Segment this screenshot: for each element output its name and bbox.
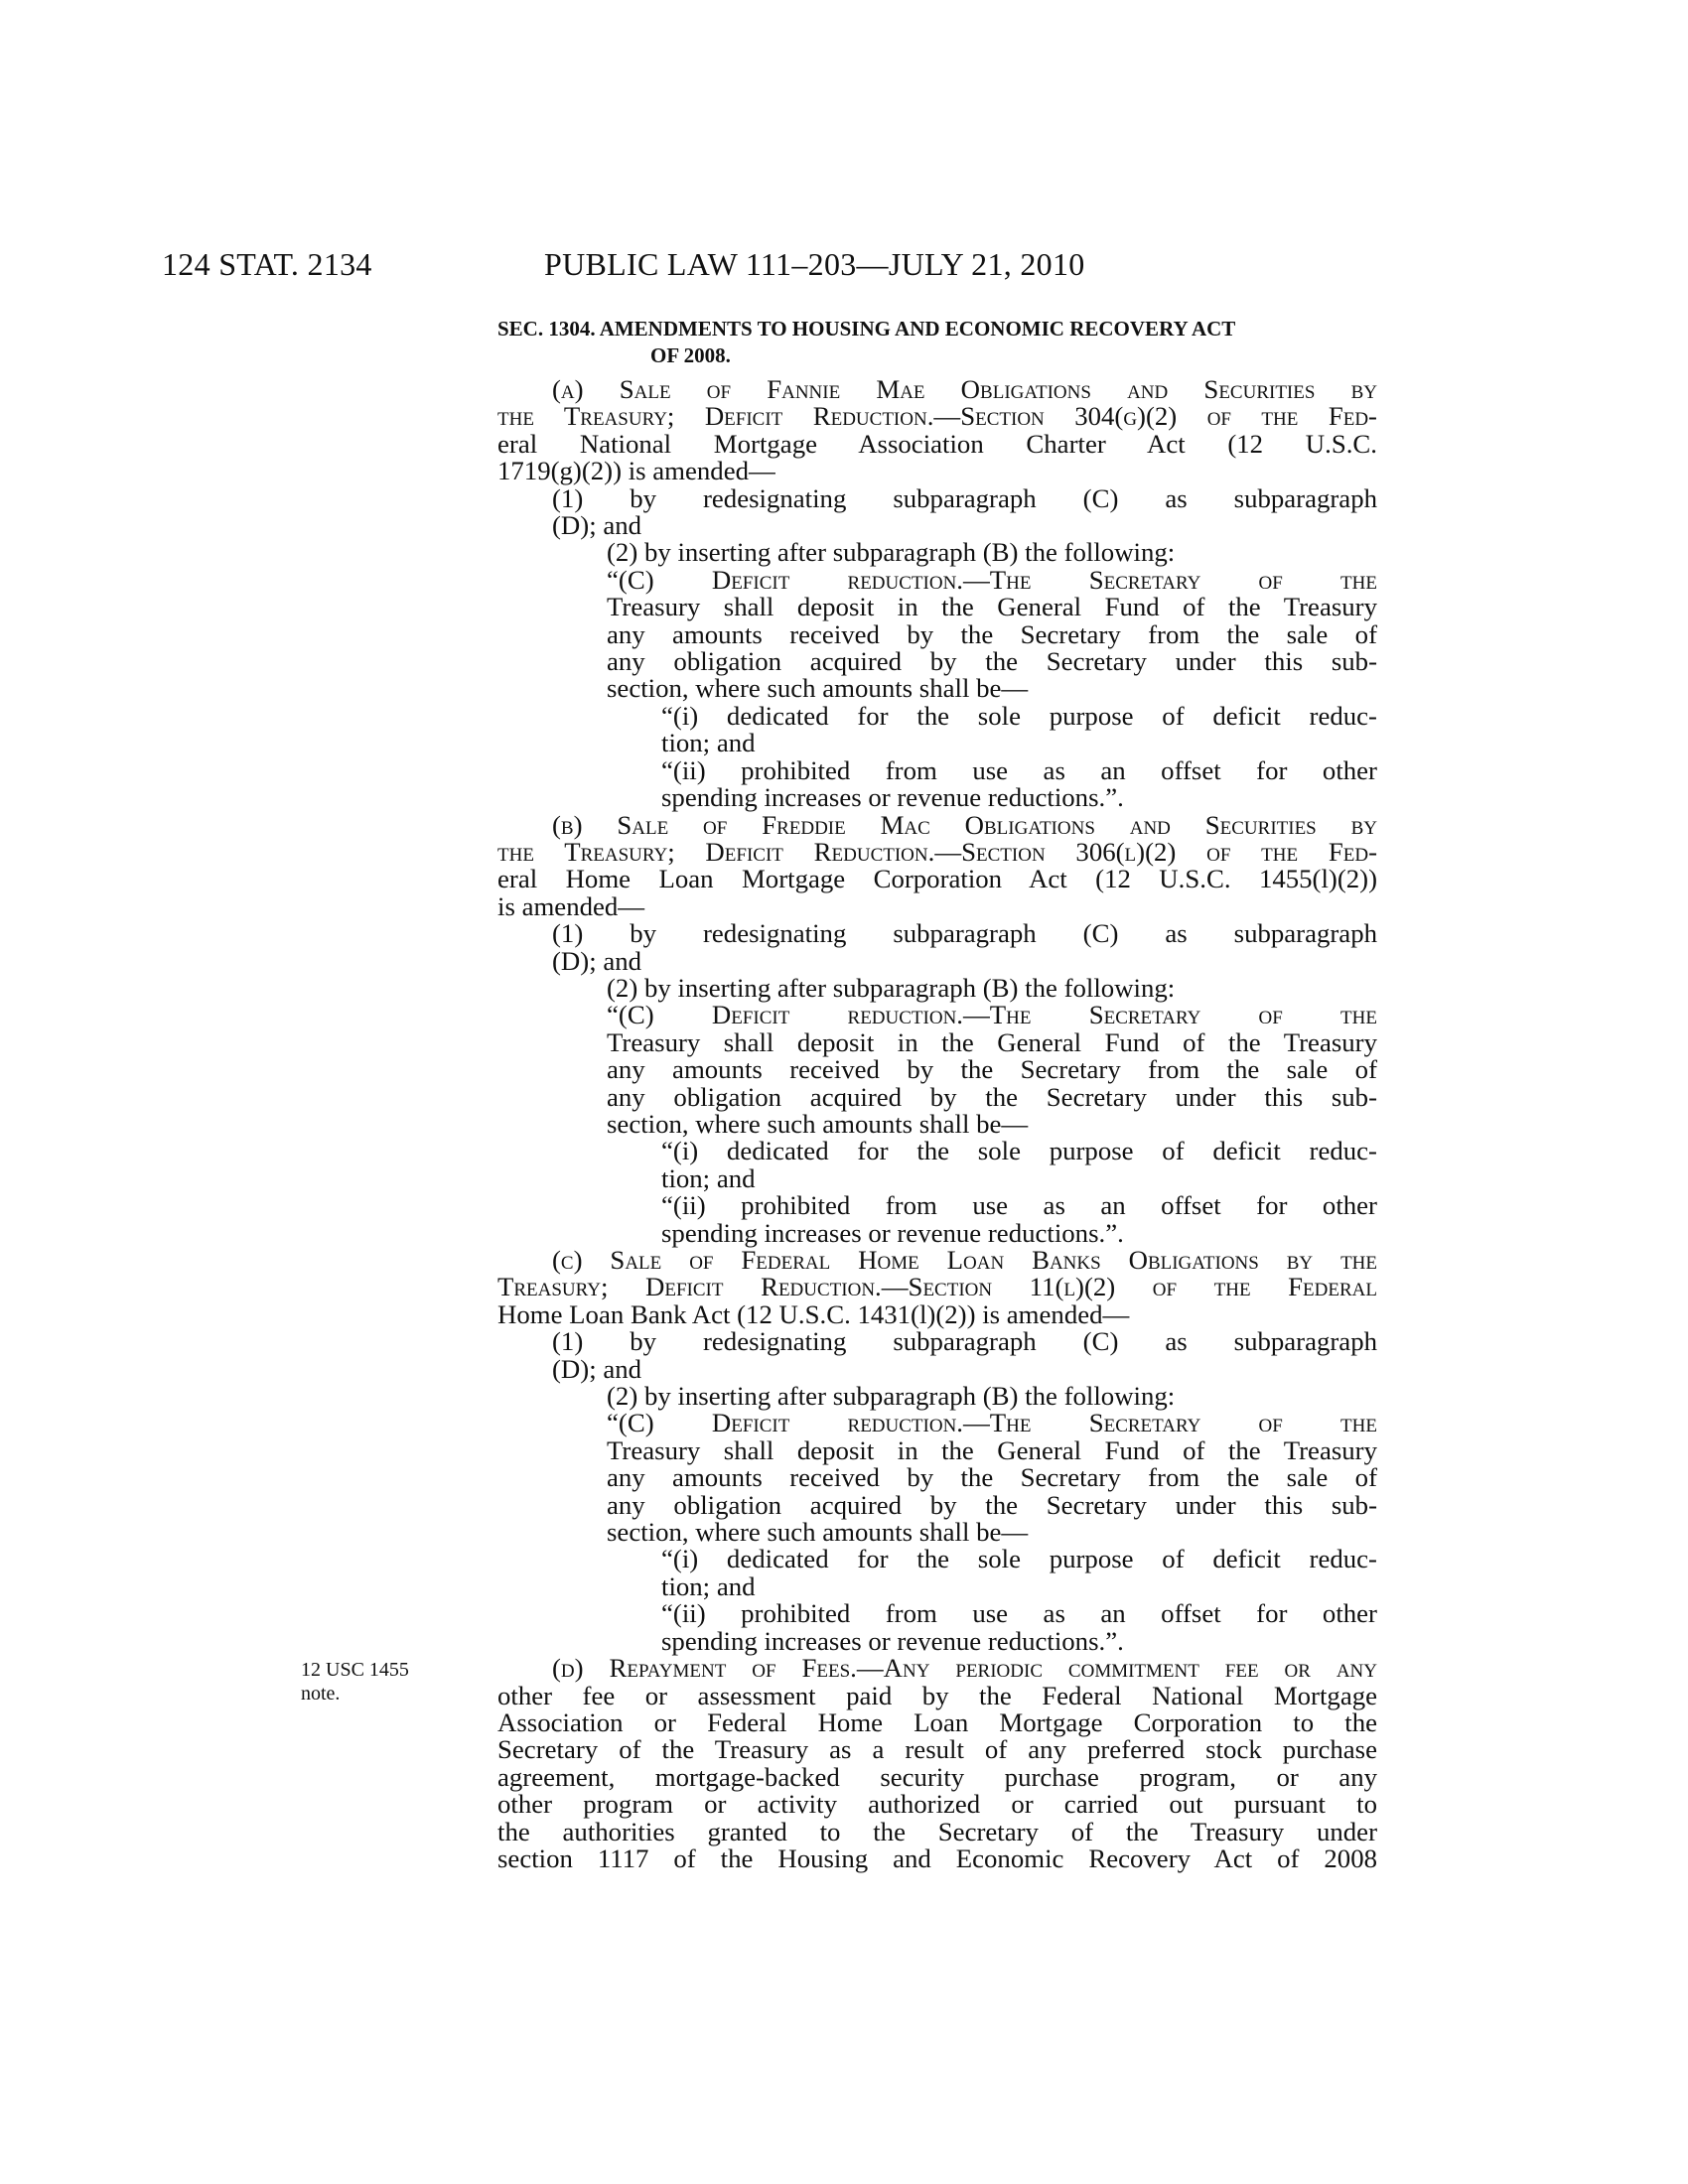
subsection-c-line: Treasury; Deficit Reduction.—Section 11(l)(2) of the Federal <box>497 1272 1377 1302</box>
subsection-a-line: 1719(g)(2)) is amended— <box>497 456 775 486</box>
subsection-d-line: Association or Federal Home Loan Mortgage Corporation to the <box>497 1706 1377 1737</box>
subsection-a-line: the Treasury; Deficit Reduction.—Section 304(g)(2) of the Fed- <box>497 401 1377 432</box>
subsection-d-line: section 1117 of the Housing and Economic Recovery Act of 2008 <box>497 1843 1377 1873</box>
document-body <box>497 316 1377 1872</box>
subparagraph-c-line: any amounts received by the Secretary from the sale of <box>607 1462 1377 1493</box>
subparagraph-c-line: Treasury shall deposit in the General Fund of the Treasury <box>607 592 1377 622</box>
subparagraph-c-line: Treasury shall deposit in the General Fund of the Treasury <box>607 1434 1377 1465</box>
subsection-d-line: (d) Repayment of Fees.—Any periodic commitment fee or any <box>552 1653 1377 1684</box>
subsection-d <box>497 1655 1377 1872</box>
subsection-c <box>497 1247 1377 1655</box>
subsection-a <box>497 376 1377 812</box>
paragraph-1-line: (D); and <box>552 945 642 976</box>
subsection-d-line: other program or activity authorized or carried out pursuant to <box>497 1789 1377 1820</box>
subparagraph-c-line: Treasury shall deposit in the General Fund of the Treasury <box>607 1026 1377 1057</box>
paragraph-1-line: (1) by redesignating subparagraph (C) as subparagraph <box>552 482 1377 513</box>
subparagraph-c-line: section, where such amounts shall be— <box>607 1517 1029 1548</box>
subparagraph-c-line: “(C) Deficit reduction.—The Secretary of the <box>607 1000 1377 1030</box>
subsection-a-line: (a) Sale of Fannie Mae Obligations and Securities by <box>552 374 1377 404</box>
paragraph-2-line: (2) by inserting after subparagraph (B) the following: <box>607 537 1176 568</box>
subsection-c-line: Home Loan Bank Act (12 U.S.C. 1431(l)(2)) is amended— <box>497 1298 1130 1329</box>
paragraph-1-line: (D); and <box>552 1353 642 1384</box>
subsection-d-line: Secretary of the Treasury as a result of any preferred stock purchase <box>497 1734 1377 1765</box>
subparagraph-c-line: any amounts received by the Secretary from the sale of <box>607 1054 1377 1085</box>
subsection-d-line: the authorities granted to the Secretary of the Treasury under <box>497 1816 1377 1846</box>
subsection-d-line: agreement, mortgage-backed security purchase program, or any <box>497 1761 1377 1792</box>
margin-note-citation: 12 USC 1455 <box>301 1659 409 1681</box>
clause-i-line: tion; and <box>661 1162 756 1193</box>
subparagraph-c-line: “(C) Deficit reduction.—The Secretary of the <box>607 564 1377 595</box>
subsection-d-line: other fee or assessment paid by the Federal National Mortgage <box>497 1680 1377 1710</box>
clause-i-line: “(i) dedicated for the sole purpose of deficit reduc- <box>661 1136 1377 1166</box>
page-running-title: PUBLIC LAW 111–203—JULY 21, 2010 <box>544 246 1085 282</box>
clause-ii-line: “(ii) prohibited from use as an offset for other <box>661 1598 1377 1629</box>
subsection-c-line: (c) Sale of Federal Home Loan Banks Obligations by the <box>552 1245 1377 1275</box>
subparagraph-c-line: any obligation acquired by the Secretary under this sub- <box>607 1081 1377 1112</box>
clause-i-line: tion; and <box>661 1570 756 1601</box>
subparagraph-c-line: section, where such amounts shall be— <box>607 673 1029 704</box>
section-heading-line-1: SEC. 1304. AMENDMENTS TO HOUSING AND ECONOMIC RECOVERY ACT <box>497 317 1236 341</box>
clause-ii-line: “(ii) prohibited from use as an offset for other <box>661 754 1377 785</box>
clause-i-line: “(i) dedicated for the sole purpose of deficit reduc- <box>661 1544 1377 1574</box>
section-heading-line-2: OF 2008. <box>650 343 731 367</box>
subsection-a-line: eral National Mortgage Association Charter Act (12 U.S.C. <box>497 428 1377 459</box>
subparagraph-c-line: any obligation acquired by the Secretary under this sub- <box>607 1489 1377 1520</box>
subparagraph-c-line: “(C) Deficit reduction.—The Secretary of the <box>607 1408 1377 1438</box>
paragraph-1-line: (1) by redesignating subparagraph (C) as subparagraph <box>552 918 1377 949</box>
subparagraph-c-line: any obligation acquired by the Secretary under this sub- <box>607 646 1377 677</box>
paragraph-2-line: (2) by inserting after subparagraph (B) the following: <box>607 972 1176 1003</box>
clause-ii-line: spending increases or revenue reductions.”. <box>661 782 1124 813</box>
margin-note <box>301 1658 450 1706</box>
paragraph-1-line: (1) by redesignating subparagraph (C) as subparagraph <box>552 1326 1377 1357</box>
subsection-b-line: (b) Sale of Freddie Mac Obligations and Securities by <box>552 809 1377 840</box>
clause-i-line: “(i) dedicated for the sole purpose of deficit reduc- <box>661 700 1377 731</box>
page-stat-citation: 124 STAT. 2134 <box>162 246 372 282</box>
subsection-b-line: the Treasury; Deficit Reduction.—Section 306(l)(2) of the Fed- <box>497 836 1377 867</box>
subsection-b <box>497 809 1377 1248</box>
section-heading <box>497 316 1377 369</box>
clause-ii-line: spending increases or revenue reductions.”. <box>661 1217 1124 1248</box>
subsection-b-line: is amended— <box>497 890 645 921</box>
clause-ii-line: spending increases or revenue reductions.”. <box>661 1625 1124 1656</box>
margin-note-suffix: note. <box>301 1683 341 1705</box>
subparagraph-c-line: any amounts received by the Secretary from the sale of <box>607 618 1377 649</box>
clause-i-line: tion; and <box>661 728 756 758</box>
paragraph-2-line: (2) by inserting after subparagraph (B) the following: <box>607 1381 1176 1412</box>
subparagraph-c-line: section, where such amounts shall be— <box>607 1108 1029 1139</box>
subsection-b-line: eral Home Loan Mortgage Corporation Act (12 U.S.C. 1455(l)(2)) <box>497 864 1377 894</box>
clause-ii-line: “(ii) prohibited from use as an offset for other <box>661 1190 1377 1221</box>
paragraph-1-line: (D); and <box>552 510 642 541</box>
